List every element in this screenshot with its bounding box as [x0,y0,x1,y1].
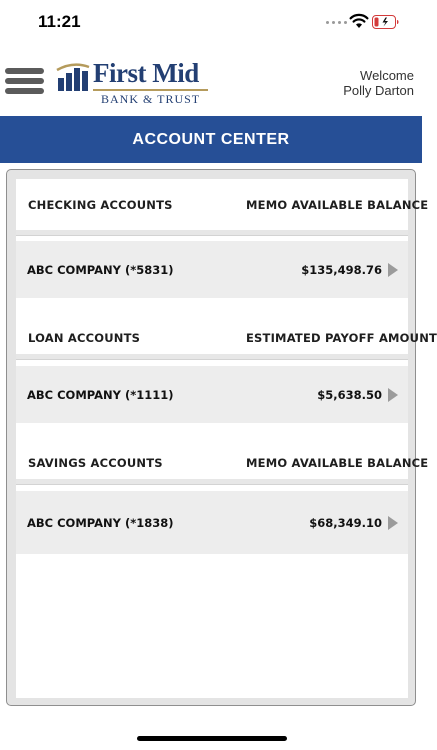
section-divider [16,354,408,360]
chevron-right-icon [388,263,398,277]
wifi-icon [349,13,369,29]
section-header-checking [16,179,429,230]
section-divider [16,230,408,236]
account-name: ABC COMPANY (*5831) [27,262,174,277]
logo-divider [93,89,208,91]
account-row-loan[interactable] [16,366,408,423]
battery-icon [372,15,400,29]
account-name: ABC COMPANY (*1838) [27,515,174,530]
accounts-list [16,179,437,698]
account-balance: $68,349.10 [309,515,382,530]
welcome-message [343,68,414,98]
bank-subtitle: BANK & TRUST [101,92,201,106]
page-title: ACCOUNT CENTER [132,130,290,148]
section-column-label: MEMO AVAILABLE BALANCE [246,455,429,470]
account-name: ABC COMPANY (*1111) [27,387,174,402]
section-divider [16,479,408,485]
account-balance: $135,498.76 [301,262,382,277]
app-header [0,48,422,116]
bank-logo-mark-icon [55,62,91,92]
home-indicator [137,736,287,741]
section-label: CHECKING ACCOUNTS [28,197,173,212]
welcome-label: Welcome [360,68,414,83]
page-title-bar [0,116,422,163]
bank-name: First Mid [93,58,199,88]
account-balance: $5,638.50 [317,387,382,402]
account-row-savings[interactable] [16,491,408,554]
section-label: SAVINGS ACCOUNTS [28,455,163,470]
section-label: LOAN ACCOUNTS [28,330,141,345]
chevron-right-icon [388,516,398,530]
status-time: 11:21 [38,12,81,31]
status-bar [0,0,422,44]
bank-logo [55,60,213,106]
chevron-right-icon [388,388,398,402]
user-name: Polly Darton [343,83,414,98]
accounts-panel [6,169,437,706]
section-column-label: ESTIMATED PAYOFF AMOUNT [246,330,437,345]
hamburger-menu-icon[interactable] [5,68,45,98]
account-row-checking[interactable] [16,241,408,298]
section-column-label: MEMO AVAILABLE BALANCE [246,197,429,212]
cellular-signal-icon [326,21,347,24]
